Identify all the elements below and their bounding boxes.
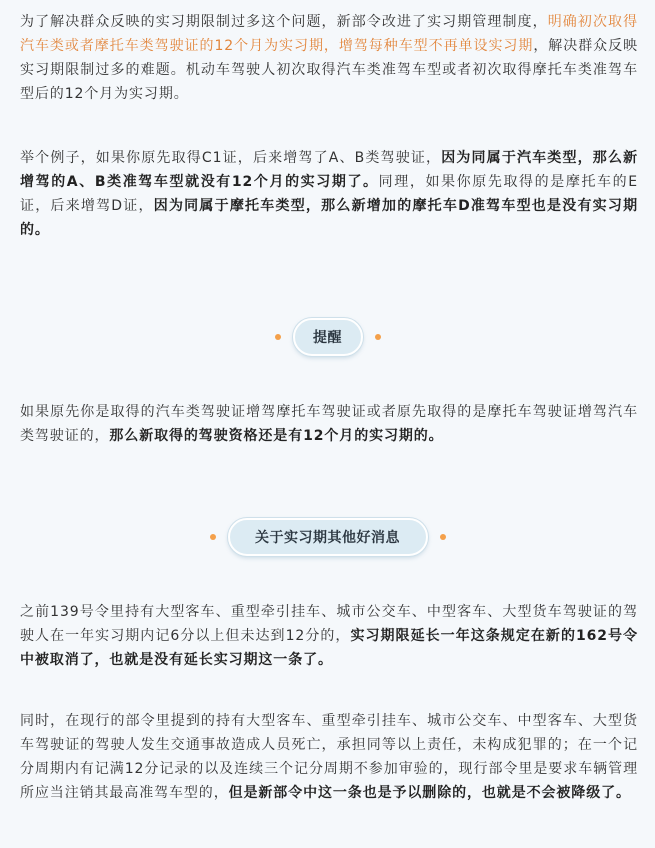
downgrade-text: 同时，在现行的部令里提到的持有大型客车、重型牵引挂车、城市公交车、中型客车、大型货车驾驶证的驾驶人发生交通事故造成人员死亡，承担同等以上责任，未构成犯罪的；在一个记分周期内有记满12分记录的以及连续三个记分周期不参加审验的，现行部令里是要求车辆管理所应当注销其最高准驾车型的，: [20, 713, 638, 801]
reminder-badge: [293, 318, 363, 356]
example-text: 举个例子，如果你原先取得C1证，后来增驾了A、B类驾驶证，: [20, 150, 442, 166]
good-news-heading: [0, 518, 655, 556]
intro-paragraph: [20, 10, 638, 106]
reminder-paragraph: [20, 400, 638, 448]
example-bold-car: 因为同属于汽车类型，那么新增驾的A、B类准驾车型就没有12个月的实习期了。: [20, 150, 639, 190]
right-dot-icon: [440, 534, 446, 540]
right-dot-icon: [375, 334, 381, 340]
reminder-label: 提醒: [313, 330, 342, 346]
order139-text: 之前139号令里持有大型客车、重型牵引挂车、城市公交车、中型客车、大型货车驾驶证的驾驶人在一年实习期内记6分以上但未达到12分的，: [20, 604, 638, 644]
intro-text: 为了解决群众反映的实习期限制过多这个问题，新部令改进了实习期管理制度，: [20, 14, 548, 30]
downgrade-paragraph: [20, 709, 638, 805]
intro-text-end: ，解决群众反映实习期限制过多的难题。机动车驾驶人初次取得汽车类准驾车型或者初次取得摩托车类准驾车型后的12个月为实习期。: [20, 38, 638, 102]
example-text-moto: 同理，如果你原先取得的是摩托车的E证，后来增驾D证，: [20, 174, 638, 214]
intro-highlight: 明确初次取得汽车类或者摩托车类驾驶证的12个月为实习期，增驾每种车型不再单设实习期: [20, 14, 639, 54]
order139-bold: 实习期限延长一年这条规定在新的162号令中被取消了，也就是没有延长实习期这一条了。: [20, 628, 638, 668]
good-news-label: 关于实习期其他好消息: [255, 530, 400, 546]
downgrade-bold: 但是新部令中这一条也是予以删除的，也就是不会被降级了。: [228, 785, 631, 801]
reminder-bold: 那么新取得的驾驶资格还是有12个月的实习期的。: [109, 428, 444, 444]
left-dot-icon: [275, 334, 281, 340]
reminder-heading: [0, 318, 655, 356]
example-paragraph: [20, 146, 638, 242]
left-dot-icon: [210, 534, 216, 540]
example-bold-moto: 因为同属于摩托车类型，那么新增加的摩托车D准驾车型也是没有实习期的。: [20, 198, 639, 238]
order139-paragraph: [20, 600, 638, 672]
reminder-text: 如果原先你是取得的汽车类驾驶证增驾摩托车驾驶证或者原先取得的是摩托车驾驶证增驾汽车类驾驶证的，: [20, 404, 638, 444]
good-news-badge: [228, 518, 428, 556]
